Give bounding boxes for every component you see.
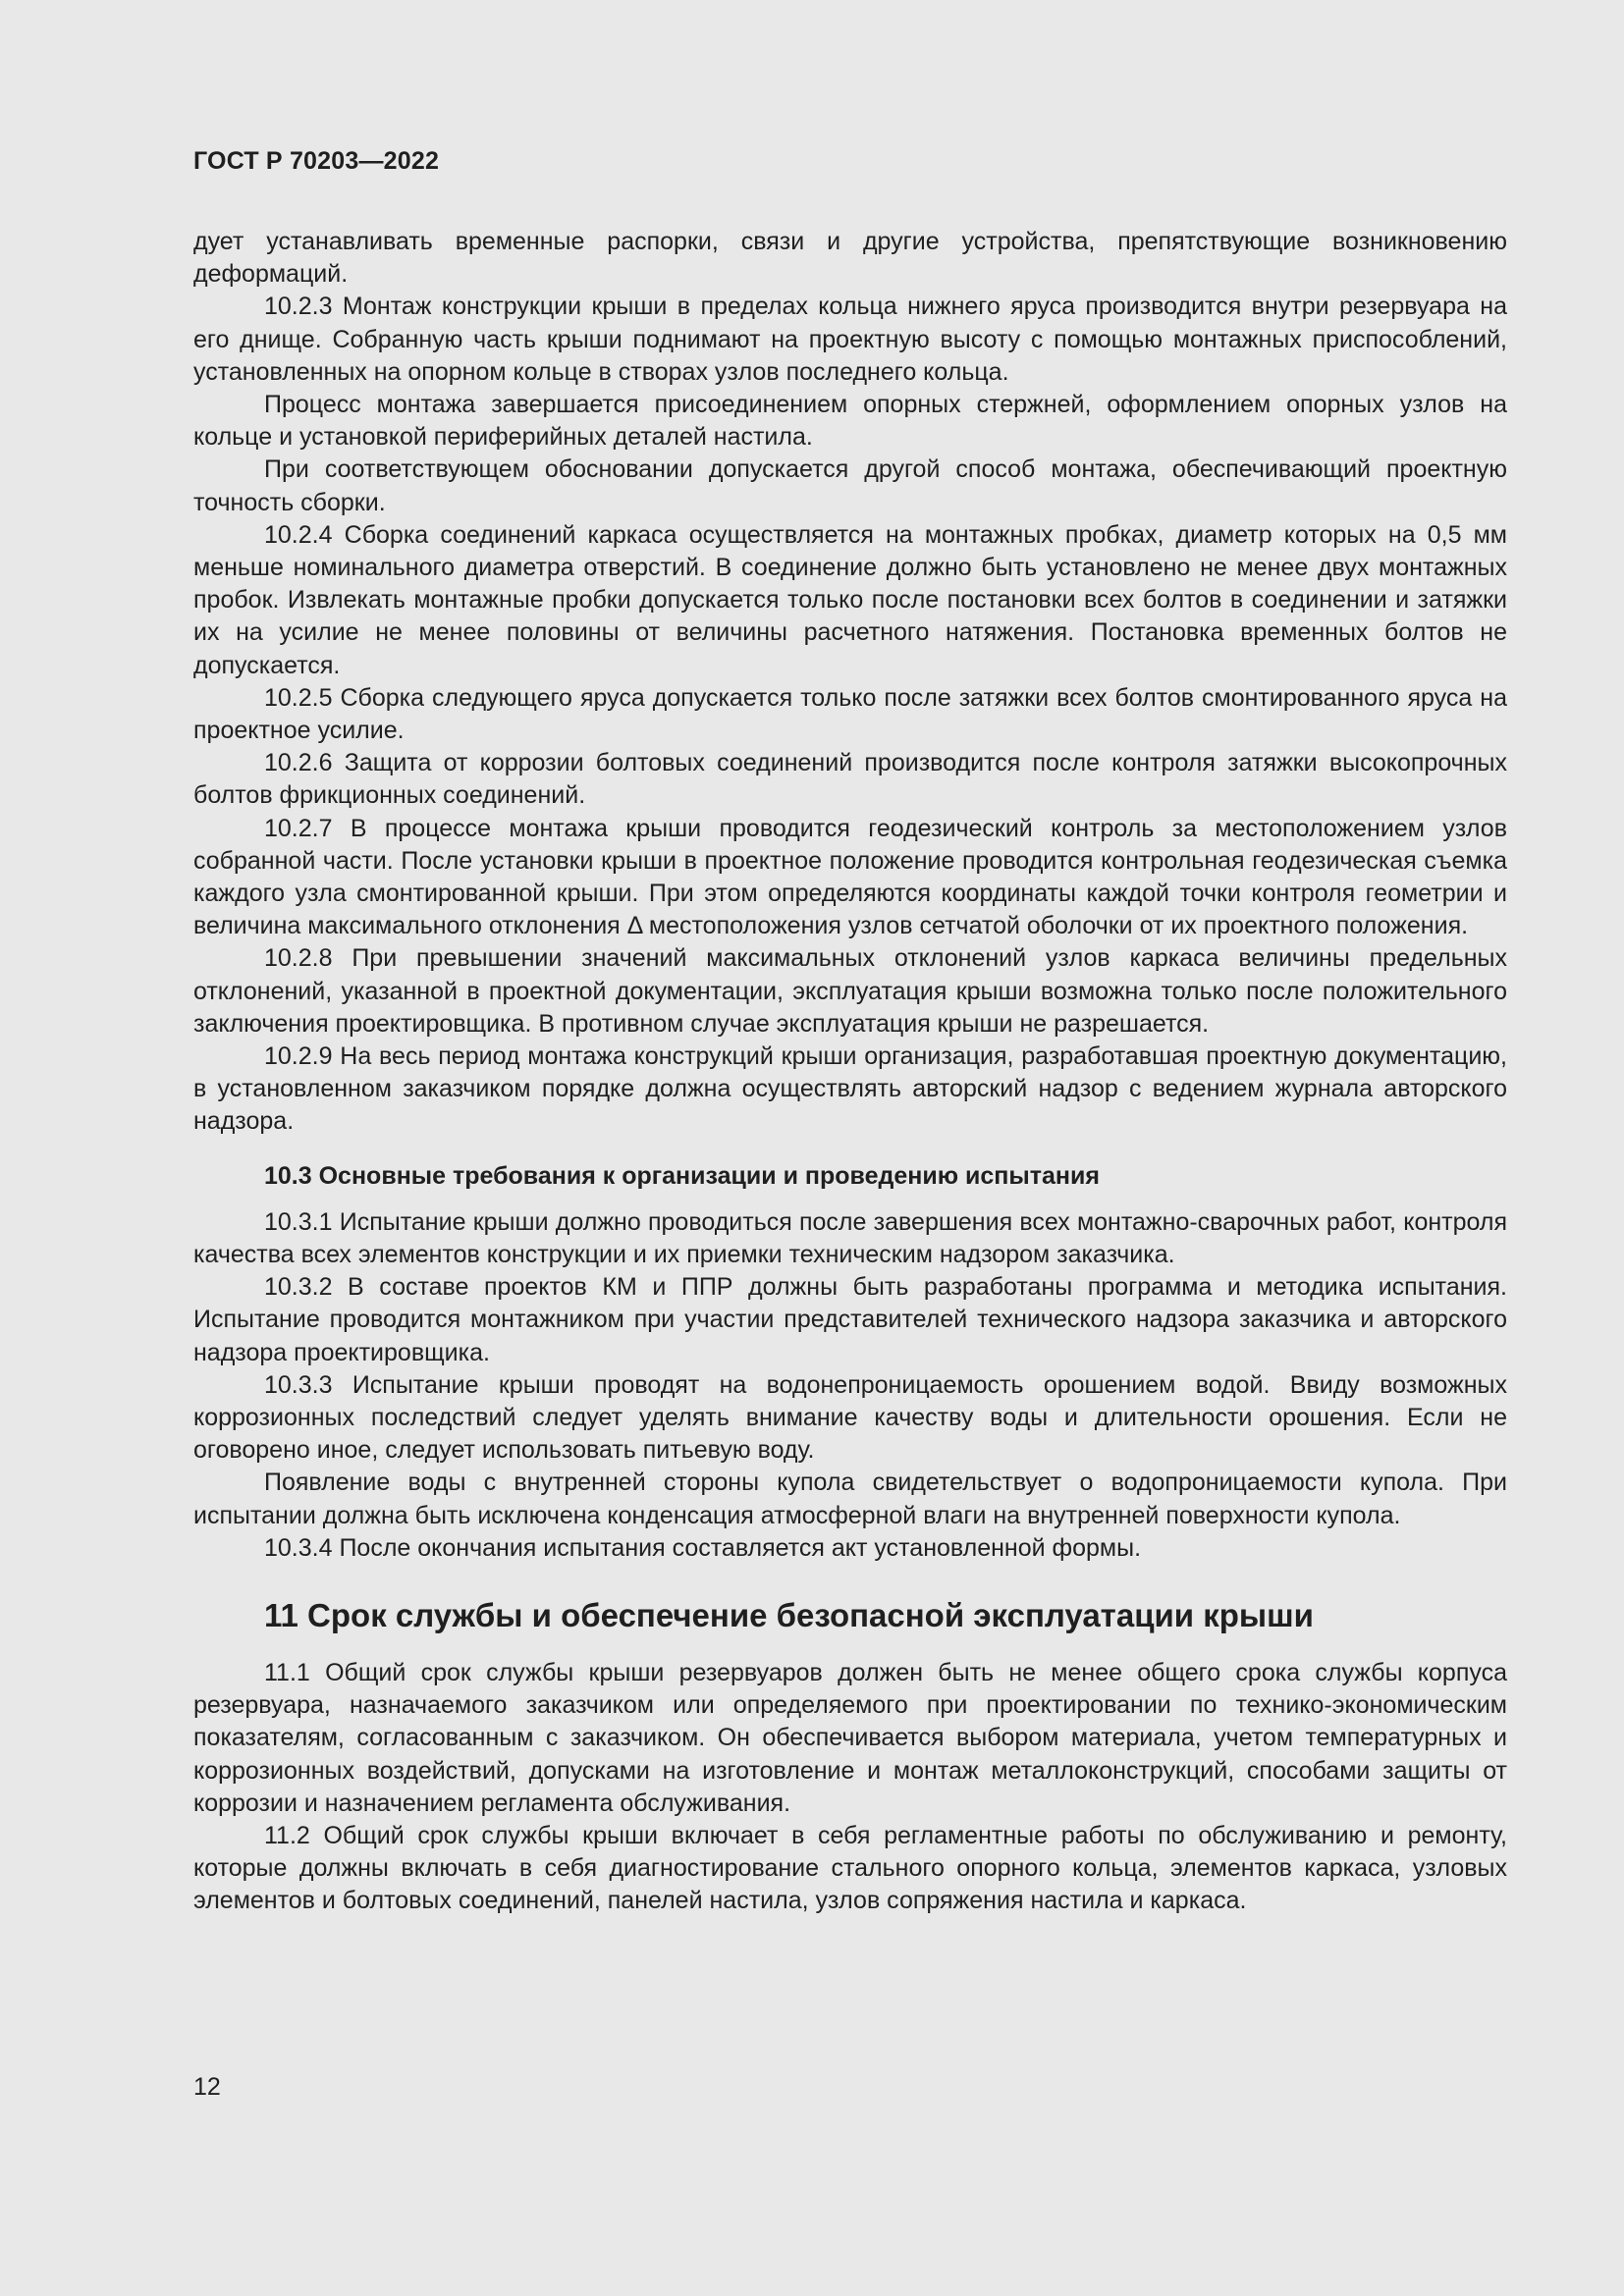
paragraph-continuation: дует устанавливать временные распорки, связи и другие устройства, препятствующие возникновению деформаций. [193,228,1507,289]
paragraph-10-3-4: 10.3.4 После окончания испытания составляется акт установленной формы. [264,1533,1142,1562]
paragraph-10-2-8: 10.2.8 При превышении значений максимальных отклонений узлов каркаса величины предельных отклонений, указанной в проектной документации, эксплуатация крыши возможна только после положительного заключения проектировщика. В противном случае эксплуатация крыши не разрешается. [193,944,1507,1038]
page-number: 12 [193,2073,221,2101]
paragraph-11-1: 11.1 Общий срок службы крыши резервуаров должен быть не менее общего срока службы корпуса резервуара, назначаемого заказчиком или определяемого при проектировании по технико-экономическим показателям, согласованным с заказчиком. Он обеспечивается выбором материала, учетом температурных и коррозионных воздействий, допусками на изготовление и монтаж металлоконструкций, способами защиты от коррозии и назначением регламента обслуживания. [193,1658,1507,1817]
document-body [193,226,1507,1918]
paragraph-10-3-1: 10.3.1 Испытание крыши должно проводиться после завершения всех монтажно-сварочных работ, контроля качества всех элементов конструкции и их приемки техническим надзором заказчика. [193,1207,1507,1268]
paragraph: Появление воды с внутренней стороны купола свидетельствует о водопроницаемости купола. При испытании должна быть исключена конденсация атмосферной влаги на внутренней поверхности купола. [193,1468,1507,1529]
paragraph: При соответствующем обосновании допускается другой способ монтажа, обеспечивающий проектную точность сборки. [193,455,1507,516]
paragraph-10-2-4: 10.2.4 Сборка соединений каркаса осуществляется на монтажных пробках, диаметр которых на 0,5 мм меньше номинального диаметра отверстий. В соединение должно быть установлено не менее двух монтажных пробок. Извлекать монтажные пробки допускается только после постановки всех болтов в соединении и затяжки их на усилие не менее половины от величины расчетного натяжения. Постановка временных болтов не допускается. [193,520,1507,679]
section-10-3-heading: 10.3 Основные требования к организации и проведению испытания [264,1161,1100,1190]
paragraph-10-2-9: 10.2.9 На весь период монтажа конструкций крыши организация, разработавшая проектную документацию, в установленном заказчиком порядке должна осуществлять авторский надзор с ведением журнала авторского надзора. [193,1042,1507,1136]
paragraph-10-2-3: 10.2.3 Монтаж конструкции крыши в пределах кольца нижнего яруса производится внутри резервуара на его днище. Собранную часть крыши поднимают на проектную высоту с помощью монтажных приспособлений, установленных на опорном кольце в створах узлов последнего кольца. [193,293,1507,386]
paragraph-10-2-6: 10.2.6 Защита от коррозии болтовых соединений производится после контроля затяжки высокопрочных болтов фрикционных соединений. [193,749,1507,810]
paragraph-10-3-2: 10.3.2 В составе проектов КМ и ППР должны быть разработаны программа и методика испытания. Испытание проводится монтажником при участии представителей технического надзора заказчика и авторского надзора проектировщика. [193,1273,1507,1366]
document-header-id: ГОСТ Р 70203—2022 [193,147,440,175]
paragraph-10-2-7: 10.2.7 В процессе монтажа крыши проводится геодезический контроль за местоположением узлов собранной части. После установки крыши в проектное положение проводится контрольная геодезическая съемка каждого узла смонтированной крыши. При этом определяются координаты каждой точки контроля геометрии и величина максимального отклонения Δ местоположения узлов сетчатой оболочки от их проектного положения. [193,814,1507,940]
paragraph: Процесс монтажа завершается присоединением опорных стержней, оформлением опорных узлов на кольце и установкой периферийных деталей настила. [193,391,1507,452]
paragraph-10-3-3: 10.3.3 Испытание крыши проводят на водонепроницаемость орошением водой. Ввиду возможных коррозионных последствий следует уделять внимание качеству воды и длительности орошения. Если не оговорено иное, следует использовать питьевую воду. [193,1370,1507,1465]
paragraph-11-2: 11.2 Общий срок службы крыши включает в себя регламентные работы по обслуживанию и ремонту, которые должны включать в себя диагностирование стального опорного кольца, элементов каркаса, узловых элементов и болтовых соединений, панелей настила, узлов сопряжения настила и каркаса. [193,1821,1507,1915]
section-11-heading: 11 Срок службы и обеспечение безопасной эксплуатации крыши [264,1596,1314,1633]
paragraph-10-2-5: 10.2.5 Сборка следующего яруса допускается только после затяжки всех болтов смонтированного яруса на проектное усилие. [193,683,1507,745]
